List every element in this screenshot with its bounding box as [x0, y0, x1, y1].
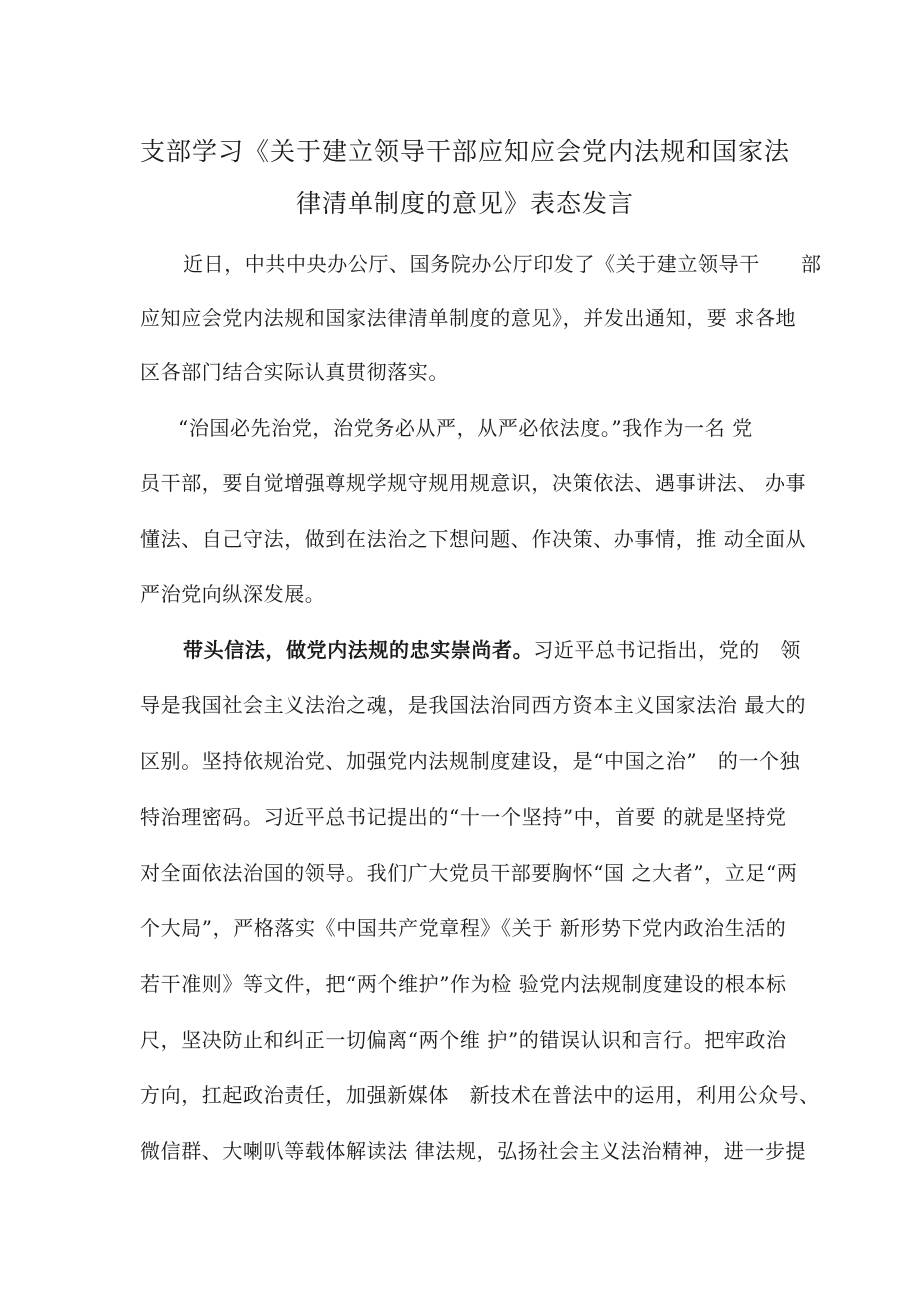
paragraph-3-line-4: 特治理密码。习近平总书记提出的“十一个坚持”中，首要 的就是坚持党 — [140, 805, 787, 829]
paragraph-3-line-5: 对全面依法治国的领导。我们广大党员干部要胸怀“国 之大者”，立足“两 — [140, 861, 798, 885]
paragraph-2-line-2: 员干部，要自觉增强尊规学规守规用规意识，决策依法、遇事讲法、 办事 — [140, 471, 807, 495]
paragraph-3-heading: 带头信法，做党内法规的忠实崇尚者。 — [183, 638, 534, 662]
paragraph-3-line-9: 方向，扛起政治责任，加强新媒体 新技术在普法中的运用，利用公众号、 — [140, 1083, 820, 1107]
paragraph-1-line-1: 近日，中共中央办公厅、国务院办公厅印发了《关于建立领导干 部 — [183, 252, 822, 276]
paragraph-3-line-2: 导是我国社会主义法治之魂，是我国法治同西方资本主义国家法治 最大的 — [140, 693, 807, 717]
paragraph-1-line-2: 应知应会党内法规和国家法律清单制度的意见》，并发出通知，要 求各地 — [140, 306, 797, 330]
paragraph-2-line-1: “治国必先治党，治党务必从严，从严必依法度。”我作为一名 党 — [178, 416, 753, 440]
document-title-line-1: 支部学习《关于建立领导干部应知应会党内法规和国家法 — [140, 137, 791, 166]
paragraph-3-line-6: 个大局”，严格落实《中国共产党章程》《关于 新形势下党内政治生活的 — [140, 916, 787, 940]
paragraph-2-line-4: 严治党向纵深发展。 — [140, 582, 326, 606]
paragraph-3-line-10: 微信群、大喇叭等载体解读法 律法规，弘扬社会主义法治精神，进一步提 — [140, 1139, 807, 1163]
paragraph-3-line-8: 尺，坚决防止和纠正一切偏离“两个维 护”的错误认识和言行。把牢政治 — [140, 1028, 787, 1052]
paragraph-1-line-3: 区各部门结合实际认真贯彻落实。 — [140, 360, 449, 384]
paragraph-3-line-3: 区别。坚持依规治党、加强党内法规制度建设，是“中国之治” 的一个独 — [140, 749, 801, 773]
paragraph-3-first-rest: 习近平总书记指出，党的 领 — [533, 638, 802, 662]
paragraph-3-line-1 — [183, 634, 800, 663]
document-title-line-2: 律清单制度的意见》表态发言 — [295, 189, 634, 218]
paragraph-3-line-7: 若干准则》等文件，把“两个维护”作为检 验党内法规制度建设的根本标 — [140, 972, 787, 996]
paragraph-2-line-3: 懂法、自己守法，做到在法治之下想问题、作决策、办事情，推 动全面从 — [140, 527, 807, 551]
